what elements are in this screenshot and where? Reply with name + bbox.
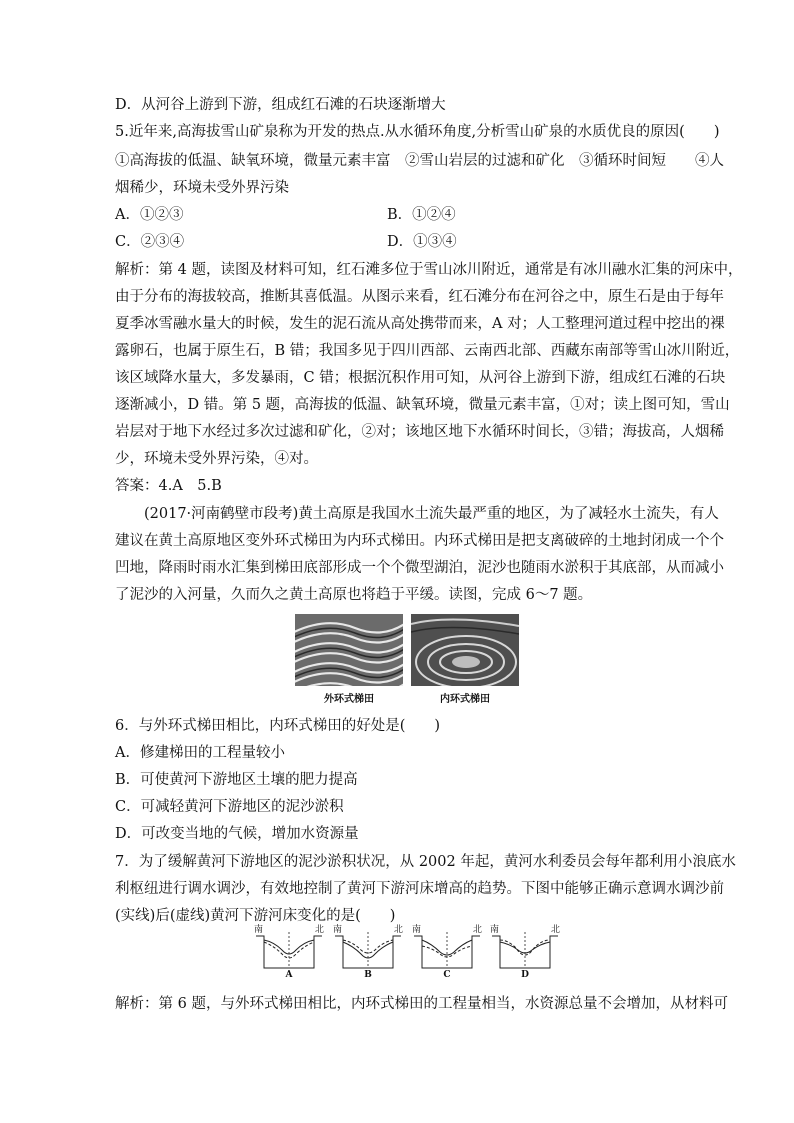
riverbed-figure (254, 922, 560, 982)
option-label: B (364, 970, 372, 980)
terrace-figure (295, 614, 519, 706)
analysis-line: 解析：第 4 题，读图及材料可知，红石滩多位于雪山冰川附近，通常是有冰川融水汇集的河床中， (115, 262, 743, 278)
south-label: 南 (333, 925, 343, 935)
analysis-line: 岩层对于地下水经过多次过滤和矿化，②对；该地区地下水循环时间长，③错；海拔高，人烟稀 (115, 424, 724, 440)
option-label: C (443, 970, 451, 980)
q4-option-d: D．从河谷上游到下游，组成红石滩的石块逐渐增大 (115, 97, 446, 113)
inner-terrace-photo (411, 614, 519, 686)
passage-line: 了泥沙的入河量，久而久之黄土高原也将趋于平缓。读图，完成 6～7 题。 (115, 587, 593, 603)
option-label: D (521, 970, 529, 980)
q5-option-c: C．②③④ (115, 234, 185, 250)
analysis-line: 该区域降水量大，多发暴雨，C 错；根据沉积作用可知，从河谷上游到下游，组成红石滩的石块 (115, 370, 726, 386)
passage-line: 建议在黄土高原地区变外环式梯田为内环式梯田。内环式梯田是把支离破碎的土地封闭成一个个 (115, 533, 724, 549)
option-label: A (285, 970, 293, 980)
q5-stem: 5.近年来,高海拔雪山矿泉称为开发的热点.从水循环角度,分析雪山矿泉的水质优良的原因( ) (115, 124, 720, 140)
q7-stem-line: 7．为了缓解黄河下游地区的泥沙淤积状况，从 2002 年起，黄河水利委员会每年都利用小浪底水 (115, 854, 736, 870)
q5-option-d: D．①③④ (387, 234, 457, 250)
riverbed-option-b (333, 922, 403, 982)
north-label: 北 (393, 925, 403, 935)
q5-option-a: A．①②③ (115, 207, 184, 223)
analysis-line: 露卵石，也属于原生石，B 错；我国多见于四川西部、云南西北部、西藏东南部等雪山冰川附近， (115, 343, 740, 359)
q6-option-d: D．可改变当地的气候，增加水资源量 (115, 826, 359, 842)
north-label: 北 (550, 925, 560, 935)
q7-stem-line: (实线)后(虚线)黄河下游河床变化的是( ) (115, 908, 396, 924)
passage-line: (2017·河南鹤壁市段考)黄土高原是我国水土流失最严重的地区，为了减轻水土流失，有人 (115, 506, 719, 522)
q7-stem-line: 利枢纽进行调水调沙，有效地控制了黄河下游河床增高的趋势。下图中能够正确示意调水调沙前 (115, 881, 724, 897)
q5-statements-line1: ①高海拔的低温、缺氧环境，微量元素丰富 ②雪山岩层的过滤和矿化 ③循环时间短 ④人 (115, 153, 724, 169)
south-label: 南 (490, 925, 500, 935)
answer-line: 答案：4.A 5.B (115, 478, 222, 494)
analysis-line: 由于分布的海拔较高，推断其喜低温。从图示来看，红石滩分布在河谷之中，原生石是由于每年 (115, 289, 724, 305)
q6-option-c: C．可减轻黄河下游地区的泥沙淤积 (115, 799, 344, 815)
riverbed-option-c (412, 922, 482, 982)
inner-terrace-caption: 内环式梯田 (440, 694, 490, 705)
analysis-line: 解析：第 6 题，与外环式梯田相比，内环式梯田的工程量相当，水资源总量不会增加，从材料可 (115, 996, 728, 1012)
north-label: 北 (472, 925, 482, 935)
passage-line: 凹地，降雨时雨水汇集到梯田底部形成一个个微型湖泊，泥沙也随雨水淤积于其底部，从而减小 (115, 560, 724, 576)
riverbed-option-a (254, 922, 324, 982)
q6-option-b: B．可使黄河下游地区土壤的肥力提高 (115, 772, 358, 788)
analysis-line: 少，环境未受外界污染，④对。 (115, 451, 318, 467)
riverbed-option-d (490, 922, 560, 982)
analysis-line: 夏季冰雪融水量大的时候，发生的泥石流从高处携带而来，A 对；人工整理河道过程中挖出的裸 (115, 316, 725, 332)
outer-terrace-caption: 外环式梯田 (324, 694, 374, 705)
south-label: 南 (412, 925, 422, 935)
q6-option-a: A．修建梯田的工程量较小 (115, 745, 285, 761)
south-label: 南 (254, 925, 264, 935)
q6-stem: 6．与外环式梯田相比，内环式梯田的好处是( ) (115, 718, 441, 734)
q5-statements-line2: 烟稀少，环境未受外界污染 (115, 180, 289, 196)
q5-option-b: B．①②④ (387, 207, 456, 223)
outer-terrace-photo (295, 614, 403, 686)
north-label: 北 (314, 925, 324, 935)
analysis-line: 逐渐减小，D 错。第 5 题，高海拔的低温、缺氧环境，微量元素丰富，①对；读上图可知，雪山 (115, 397, 730, 413)
